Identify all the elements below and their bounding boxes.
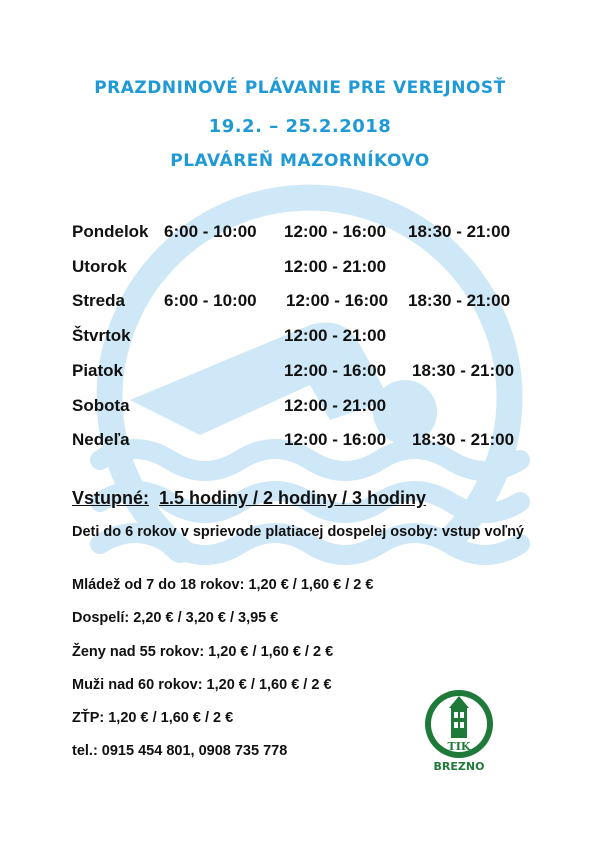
slot-evening: 18:30 - 21:00	[412, 430, 515, 449]
slot-evening: 18:30 - 21:00	[408, 222, 511, 241]
fee-men: Muži nad 60 rokov: 1,20 € / 1,60 € / 2 €	[72, 677, 332, 693]
venue-name: PLAVÁREŇ MAZORNÍKOVO	[170, 151, 430, 171]
fee-adults: Dospelí: 2,20 € / 3,20 € / 3,95 €	[72, 610, 279, 626]
fee-ztp: ZŤP: 1,20 € / 1,60 € / 2 €	[72, 710, 234, 726]
day-label: Nedeľa	[72, 430, 130, 449]
slot-afternoon: 12:00 - 21:00	[284, 257, 387, 276]
slot-morning: 6:00 - 10:00	[164, 291, 257, 310]
slot-afternoon: 12:00 - 16:00	[284, 361, 387, 380]
slot-afternoon: 12:00 - 16:00	[286, 291, 389, 310]
slot-afternoon: 12:00 - 16:00	[284, 430, 387, 449]
slot-evening: 18:30 - 21:00	[412, 361, 515, 380]
day-label: Streda	[72, 291, 125, 310]
fee-women: Ženy nad 55 rokov: 1,20 € / 1,60 € / 2 €	[72, 644, 334, 660]
slot-afternoon: 12:00 - 16:00	[284, 222, 387, 241]
day-label: Štvrtok	[72, 326, 131, 345]
fee-children: Deti do 6 rokov v sprievode platiacej dospelej osoby: vstup voľný	[72, 524, 524, 540]
day-label: Pondelok	[72, 222, 149, 241]
fee-youth: Mládež od 7 do 18 rokov: 1,20 € / 1,60 € / 2 €	[72, 577, 374, 593]
slot-evening: 18:30 - 21:00	[408, 291, 511, 310]
logo-text-bottom: BREZNO	[433, 760, 485, 773]
tik-brezno-logo	[418, 688, 500, 774]
slot-afternoon: 12:00 - 21:00	[284, 396, 387, 415]
fees-label: Vstupné:	[72, 488, 150, 508]
fees-durations: 1.5 hodiny / 2 hodiny / 3 hodiny	[159, 488, 427, 508]
logo-text-top: TIK	[447, 740, 471, 753]
slot-afternoon: 12:00 - 21:00	[284, 326, 387, 345]
page-title: PRAZDNINOVÉ PLÁVANIE PRE VEREJNOSŤ	[94, 78, 506, 98]
slot-morning: 6:00 - 10:00	[164, 222, 257, 241]
day-label: Sobota	[72, 396, 130, 415]
date-range: 19.2. – 25.2.2018	[208, 116, 392, 137]
day-label: Utorok	[72, 257, 127, 276]
contact-phone: tel.: 0915 454 801, 0908 735 778	[72, 743, 288, 759]
day-label: Piatok	[72, 361, 124, 380]
fees-heading	[72, 488, 426, 509]
